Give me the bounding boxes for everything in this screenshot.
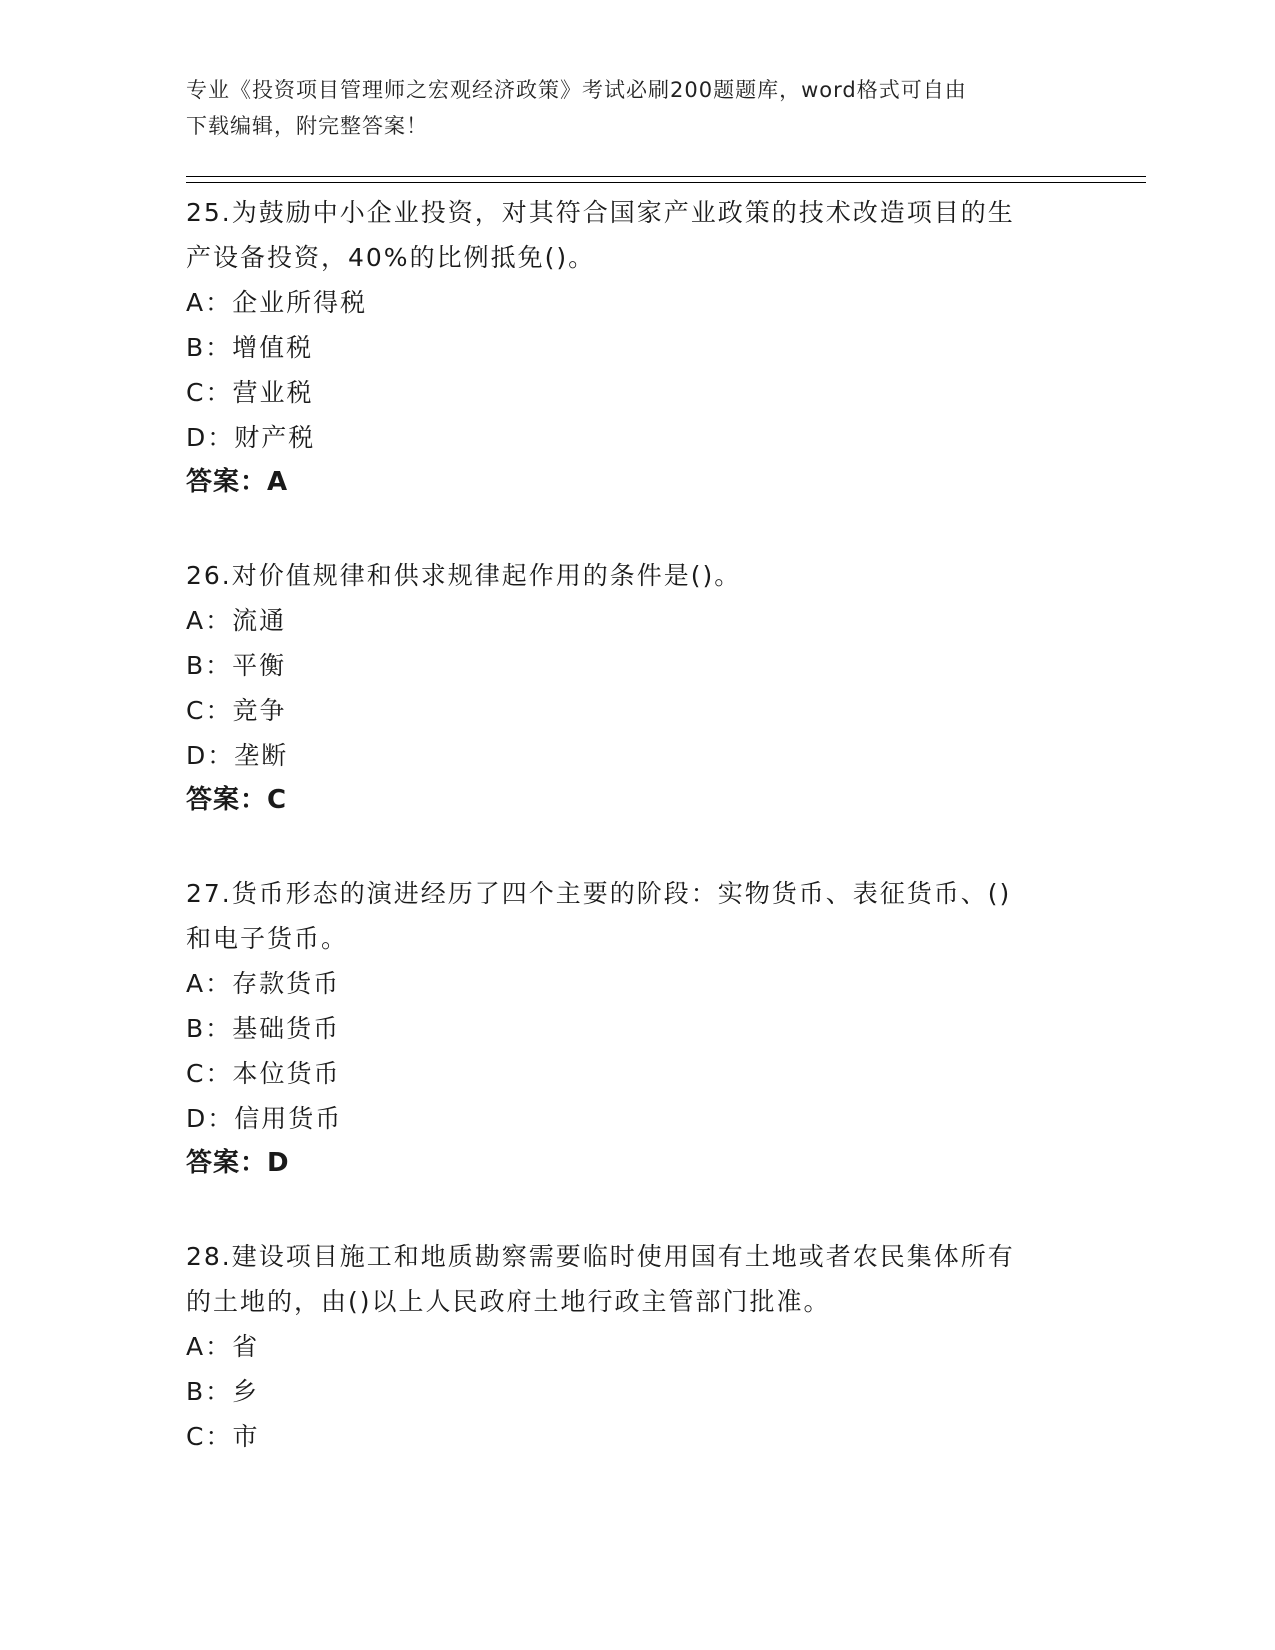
question-list <box>186 190 1066 1507</box>
header-divider-bottom <box>186 182 1146 183</box>
option-a: A：存款货币 <box>186 969 341 998</box>
option-a: A：省 <box>186 1332 260 1361</box>
option-a: A：企业所得税 <box>186 288 368 317</box>
option-c: C：竞争 <box>186 696 287 725</box>
question-28 <box>186 1234 1066 1459</box>
question-27 <box>186 871 1066 1186</box>
question-25 <box>186 190 1066 505</box>
option-b: B：增值税 <box>186 333 314 362</box>
option-d: D：垄断 <box>186 741 289 770</box>
option-d: D：信用货币 <box>186 1104 343 1133</box>
option-a: A：流通 <box>186 606 287 635</box>
header-line-1: 专业《投资项目管理师之宏观经济政策》考试必刷200题题库，word格式可自由 <box>186 78 967 102</box>
question-text-line: 产设备投资，40%的比例抵免()。 <box>186 243 596 272</box>
option-b: B：乡 <box>186 1377 260 1406</box>
option-b: B：基础货币 <box>186 1014 341 1043</box>
answer-label: 答案：D <box>186 1148 290 1178</box>
answer-label: 答案：C <box>186 785 288 815</box>
question-text-line: 27.货币形态的演进经历了四个主要的阶段：实物货币、表征货币、() <box>186 879 1012 908</box>
header-divider-top <box>186 176 1146 177</box>
option-c: C：本位货币 <box>186 1059 341 1088</box>
question-text-line: 和电子货币。 <box>186 924 349 953</box>
document-header <box>186 72 1076 144</box>
question-text-line: 28.建设项目施工和地质勘察需要临时使用国有土地或者农民集体所有 <box>186 1242 1015 1271</box>
question-text-line: 的土地的，由()以上人民政府土地行政主管部门批准。 <box>186 1287 831 1316</box>
question-text-line: 25.为鼓励中小企业投资，对其符合国家产业政策的技术改造项目的生 <box>186 198 1015 227</box>
option-b: B：平衡 <box>186 651 287 680</box>
answer-label: 答案：A <box>186 467 289 497</box>
header-line-2: 下载编辑，附完整答案！ <box>186 114 428 138</box>
option-c: C：营业税 <box>186 378 314 407</box>
question-text-line: 26.对价值规律和供求规律起作用的条件是()。 <box>186 561 742 590</box>
option-d: D：财产税 <box>186 423 316 452</box>
question-26 <box>186 553 1066 823</box>
option-c: C：市 <box>186 1422 260 1451</box>
